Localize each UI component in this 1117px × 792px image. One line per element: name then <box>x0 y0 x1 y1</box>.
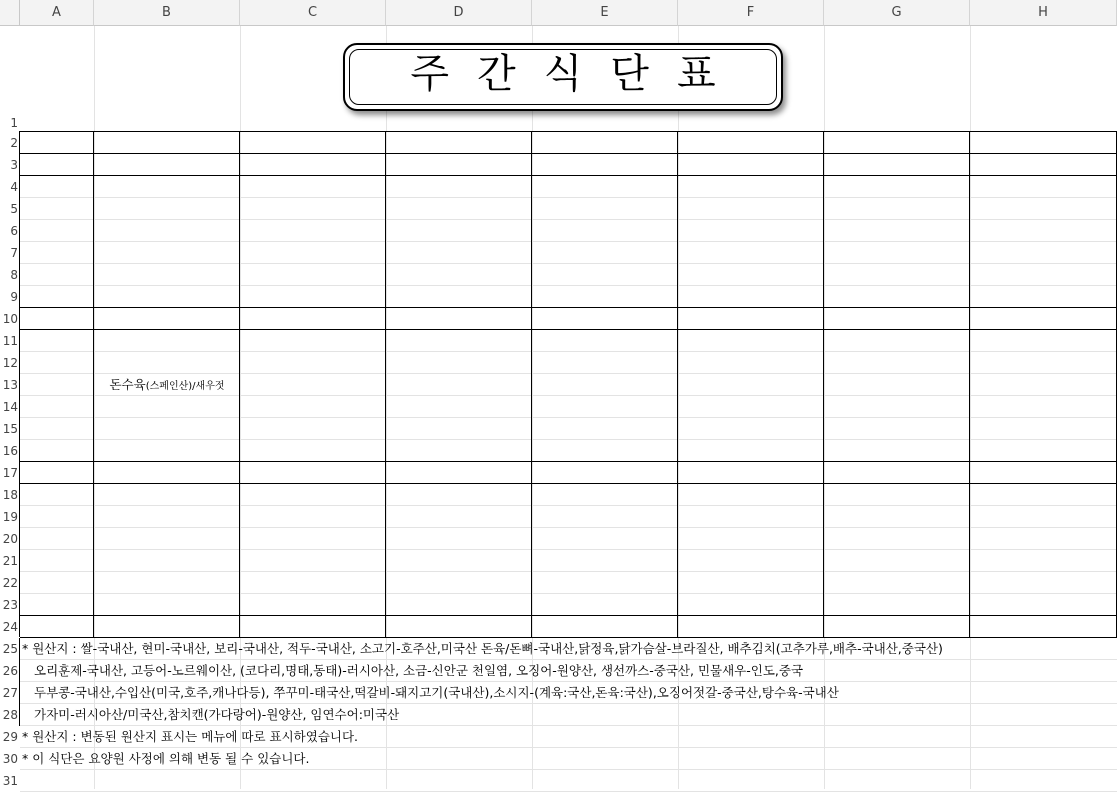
dinner-item <box>240 594 386 616</box>
dinner-item <box>970 528 1117 550</box>
dinner-item <box>94 528 240 550</box>
row-header-30[interactable]: 30 <box>2 752 18 766</box>
breakfast-item <box>240 198 386 220</box>
column-header-g[interactable]: G <box>824 0 970 26</box>
lunch-item <box>678 418 824 440</box>
row-header-8[interactable]: 8 <box>10 268 18 282</box>
porridge-item <box>970 462 1117 484</box>
lunch-item <box>678 330 824 352</box>
lunch-item <box>386 396 532 418</box>
lunch-item <box>824 396 970 418</box>
page-title: 주간식단표 <box>410 51 744 97</box>
lunch-item <box>94 418 240 440</box>
dinner-item <box>386 506 532 528</box>
dinner-item <box>678 572 824 594</box>
lunch-item <box>386 418 532 440</box>
row-header-20[interactable]: 20 <box>2 532 18 546</box>
gridline-horizontal <box>20 681 1117 682</box>
gridline-horizontal <box>20 725 1117 726</box>
meal-label-porridge <box>20 462 94 484</box>
lunch-item <box>386 374 532 396</box>
date-cell <box>970 132 1117 154</box>
column-header-d[interactable]: D <box>386 0 532 26</box>
column-header-a[interactable]: A <box>20 0 94 26</box>
row-header-16[interactable]: 16 <box>2 444 18 458</box>
lunch-item <box>240 418 386 440</box>
breakfast-item <box>824 176 970 198</box>
year-label <box>20 154 94 176</box>
lunch-item <box>94 330 240 352</box>
dinner-item <box>386 594 532 616</box>
breakfast-item <box>970 176 1117 198</box>
lunch-item <box>532 352 678 374</box>
porridge-item <box>532 308 678 330</box>
lunch-item <box>240 374 386 396</box>
lunch-item <box>240 352 386 374</box>
row-header-1[interactable]: 1 <box>10 116 18 130</box>
dinner-item <box>94 594 240 616</box>
row-header-18[interactable]: 18 <box>2 488 18 502</box>
dinner-item <box>824 506 970 528</box>
porridge-item <box>386 616 532 638</box>
lunch-item <box>386 352 532 374</box>
breakfast-item <box>970 220 1117 242</box>
row-header-27[interactable]: 27 <box>2 686 18 700</box>
breakfast-item <box>970 242 1117 264</box>
breakfast-item <box>240 220 386 242</box>
row-header-9[interactable]: 9 <box>10 290 18 304</box>
row-header-4[interactable]: 4 <box>10 180 18 194</box>
row-header-26[interactable]: 26 <box>2 664 18 678</box>
dinner-item <box>240 484 386 506</box>
date-cell <box>386 132 532 154</box>
porridge-item <box>678 616 824 638</box>
porridge-item <box>94 616 240 638</box>
dinner-item <box>970 572 1117 594</box>
dinner-item <box>532 506 678 528</box>
dinner-item <box>824 594 970 616</box>
note-line: 오리훈제-국내산, 고등어-노르웨이산, (코다리,명태,동태)-러시아산, 소금-신안군 천일염, 오징어-원양산, 생선까스-중국산, 민물새우-인도,중국 <box>34 663 804 678</box>
lunch-item <box>970 440 1117 462</box>
column-header-e[interactable]: E <box>532 0 678 26</box>
breakfast-item <box>678 264 824 286</box>
lunch-item <box>824 374 970 396</box>
dinner-item <box>532 572 678 594</box>
row-header-5[interactable]: 5 <box>10 202 18 216</box>
row-header-7[interactable]: 7 <box>10 246 18 260</box>
breakfast-item <box>94 220 240 242</box>
lunch-item <box>824 440 970 462</box>
breakfast-item <box>532 198 678 220</box>
dinner-item <box>386 528 532 550</box>
lunch-item <box>240 330 386 352</box>
breakfast-item <box>970 198 1117 220</box>
dinner-item <box>970 550 1117 572</box>
lunch-item <box>532 440 678 462</box>
row-header-3[interactable]: 3 <box>10 158 18 172</box>
row-header-13[interactable]: 13 <box>2 378 18 392</box>
lunch-item <box>532 330 678 352</box>
breakfast-item <box>678 220 824 242</box>
breakfast-item <box>240 242 386 264</box>
porridge-item <box>678 462 824 484</box>
title-box[interactable] <box>343 43 783 111</box>
breakfast-item <box>386 198 532 220</box>
row-header-11[interactable]: 11 <box>2 334 18 348</box>
dinner-item <box>824 484 970 506</box>
lunch-item <box>970 352 1117 374</box>
row-header-2[interactable]: 2 <box>10 136 18 150</box>
date-cell <box>532 132 678 154</box>
breakfast-item <box>678 198 824 220</box>
breakfast-item <box>824 242 970 264</box>
porridge-item <box>532 462 678 484</box>
row-header-22[interactable]: 22 <box>2 576 18 590</box>
lunch-item <box>386 330 532 352</box>
column-header-f[interactable]: F <box>678 0 824 26</box>
lunch-item <box>678 396 824 418</box>
row-header-31[interactable]: 31 <box>2 774 18 788</box>
breakfast-item <box>386 176 532 198</box>
row-header-17[interactable]: 17 <box>2 466 18 480</box>
lunch-item <box>532 374 678 396</box>
dinner-item <box>94 484 240 506</box>
lunch-item <box>824 418 970 440</box>
row-header-21[interactable]: 21 <box>2 554 18 568</box>
breakfast-item <box>532 264 678 286</box>
border-line <box>19 638 20 726</box>
porridge-item <box>240 616 386 638</box>
porridge-item <box>970 616 1117 638</box>
lunch-item <box>94 440 240 462</box>
dinner-item <box>678 528 824 550</box>
lunch-item <box>824 352 970 374</box>
row-header-23[interactable]: 23 <box>2 598 18 612</box>
breakfast-item <box>240 264 386 286</box>
day-cell <box>678 154 824 176</box>
day-cell <box>824 154 970 176</box>
breakfast-item <box>386 242 532 264</box>
column-header-c[interactable]: C <box>240 0 386 26</box>
gridline-horizontal <box>20 769 1117 770</box>
day-cell <box>94 154 240 176</box>
breakfast-item <box>532 176 678 198</box>
breakfast-item <box>824 286 970 308</box>
row-header-19[interactable]: 19 <box>2 510 18 524</box>
day-cell <box>532 154 678 176</box>
porridge-item <box>240 462 386 484</box>
dinner-item <box>386 484 532 506</box>
dinner-item <box>386 550 532 572</box>
gridline-horizontal <box>20 747 1117 748</box>
lunch-item <box>970 396 1117 418</box>
date-cell <box>824 132 970 154</box>
dinner-item <box>678 550 824 572</box>
date-cell <box>240 132 386 154</box>
day-cell <box>240 154 386 176</box>
column-header-h[interactable]: H <box>970 0 1117 26</box>
meal-label-porridge <box>20 308 94 330</box>
breakfast-item <box>94 264 240 286</box>
origin-note-small: (스페인산)/새우젓 <box>145 381 225 392</box>
lunch-item <box>678 374 824 396</box>
row-header-12[interactable]: 12 <box>2 356 18 370</box>
dinner-item <box>970 594 1117 616</box>
row-header-6[interactable]: 6 <box>10 224 18 238</box>
row-header-25[interactable]: 25 <box>2 642 18 656</box>
breakfast-item <box>824 198 970 220</box>
dinner-item <box>678 594 824 616</box>
row-header-24[interactable]: 24 <box>2 620 18 634</box>
gridline-horizontal <box>20 703 1117 704</box>
lunch-item <box>532 418 678 440</box>
note-line: * 원산지 : 쌀-국내산, 현미-국내산, 보리-국내산, 적두-국내산, 소고기-호주산,미국산 돈육/돈뼈-국내산,닭정육,닭가슴살-브라질산, 배추김치(고추가루,배추-국내산,중국산) <box>22 641 943 656</box>
porridge-item <box>386 308 532 330</box>
breakfast-item <box>94 176 240 198</box>
porridge-item <box>94 462 240 484</box>
lunch-item <box>970 418 1117 440</box>
column-header-b[interactable]: B <box>94 0 240 26</box>
note-line: * 원산지 : 변동된 원산지 표시는 메뉴에 따로 표시하였습니다. <box>22 729 359 744</box>
lunch-item <box>970 374 1117 396</box>
dinner-item <box>386 572 532 594</box>
note-line: * 이 식단은 요양원 사정에 의해 변동 될 수 있습니다. <box>22 751 310 766</box>
dinner-item <box>240 550 386 572</box>
dinner-item <box>678 484 824 506</box>
dinner-item <box>970 484 1117 506</box>
porridge-item <box>386 462 532 484</box>
porridge-item <box>532 616 678 638</box>
day-cell <box>970 154 1117 176</box>
dinner-item <box>532 528 678 550</box>
porridge-item <box>94 308 240 330</box>
meal-label-breakfast <box>20 176 94 308</box>
dinner-item <box>824 550 970 572</box>
dinner-item <box>970 506 1117 528</box>
dinner-item <box>240 572 386 594</box>
dinner-item <box>824 528 970 550</box>
breakfast-item <box>94 242 240 264</box>
date-label <box>20 132 94 154</box>
porridge-item <box>824 616 970 638</box>
gridline-horizontal <box>20 659 1117 660</box>
dinner-item <box>532 484 678 506</box>
lunch-item <box>824 330 970 352</box>
lunch-item <box>240 440 386 462</box>
day-cell <box>386 154 532 176</box>
lunch-item <box>532 396 678 418</box>
breakfast-item <box>386 220 532 242</box>
porridge-item <box>970 308 1117 330</box>
porridge-item <box>678 308 824 330</box>
breakfast-item <box>824 264 970 286</box>
porridge-item <box>824 462 970 484</box>
breakfast-item <box>824 220 970 242</box>
meal-label-dinner <box>20 484 94 616</box>
lunch-item <box>94 396 240 418</box>
lunch-item <box>94 352 240 374</box>
row-header-29[interactable]: 29 <box>2 730 18 744</box>
breakfast-item <box>532 220 678 242</box>
date-cell <box>678 132 824 154</box>
dinner-item <box>824 572 970 594</box>
menu-item-text: 돈수육 <box>109 377 146 392</box>
breakfast-item <box>532 242 678 264</box>
note-line: 가자미-러시아산/미국산,참치캔(가다랑어)-원양산, 임연수어:미국산 <box>34 707 400 722</box>
dinner-item <box>240 506 386 528</box>
dinner-item <box>532 550 678 572</box>
breakfast-item <box>678 176 824 198</box>
breakfast-item <box>94 198 240 220</box>
lunch-item <box>94 374 240 396</box>
lunch-item <box>678 440 824 462</box>
lunch-item <box>678 352 824 374</box>
select-all-corner[interactable] <box>0 0 20 26</box>
porridge-item <box>240 308 386 330</box>
row-header-10[interactable]: 10 <box>2 312 18 326</box>
lunch-item <box>970 330 1117 352</box>
dinner-item <box>678 506 824 528</box>
row-header-15[interactable]: 15 <box>2 422 18 436</box>
meal-label-lunch <box>20 330 94 462</box>
row-header-14[interactable]: 14 <box>2 400 18 414</box>
dinner-item <box>240 528 386 550</box>
date-cell <box>94 132 240 154</box>
dinner-item <box>94 550 240 572</box>
lunch-item <box>240 396 386 418</box>
breakfast-item <box>240 176 386 198</box>
breakfast-item <box>678 242 824 264</box>
dinner-item <box>532 594 678 616</box>
dinner-item <box>94 506 240 528</box>
row-header-28[interactable]: 28 <box>2 708 18 722</box>
breakfast-item <box>970 264 1117 286</box>
breakfast-item <box>386 264 532 286</box>
porridge-item <box>824 308 970 330</box>
dinner-item <box>94 572 240 594</box>
meal-label-porridge <box>20 616 94 638</box>
note-line: 두부콩-국내산,수입산(미국,호주,캐나다등), 쭈꾸미-태국산,떡갈비-돼지고기(국내산),소시지-(계육:국산,돈육:국산),오징어젓갈-중국산,탕수육-국내산 <box>34 685 839 700</box>
